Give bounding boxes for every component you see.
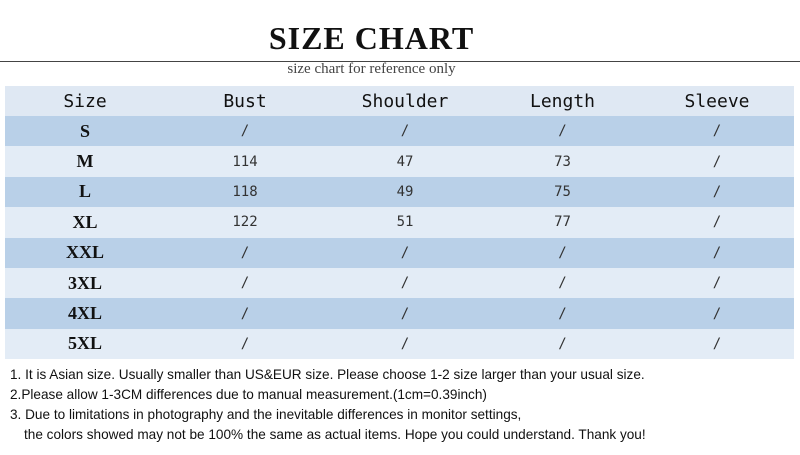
table-row <box>5 268 794 298</box>
bust-cell: 118 <box>232 183 258 200</box>
length-cell: 75 <box>554 183 571 200</box>
table-row <box>5 207 794 237</box>
page-title: SIZE CHART <box>268 20 475 56</box>
table-row <box>5 329 794 359</box>
size-cell: S <box>79 120 90 141</box>
bust-cell: / <box>240 305 250 322</box>
sleeve-cell: / <box>712 335 722 352</box>
note-line: 1. It is Asian size. Usually smaller than US&EUR size. Please choose 1-2 size larger than your usual size. <box>10 367 645 382</box>
table-row <box>5 146 794 176</box>
sleeve-cell: / <box>712 244 722 261</box>
shoulder-cell: / <box>400 275 410 292</box>
bust-cell: / <box>240 244 250 261</box>
header-size: Size <box>63 90 107 112</box>
size-notes <box>10 365 800 445</box>
table-header-row <box>5 86 794 116</box>
length-cell: / <box>558 275 567 292</box>
note-line: 2.Please allow 1-3CM differences due to manual measurement.(1cm=0.39inch) <box>10 387 487 402</box>
sleeve-cell: / <box>712 275 722 292</box>
size-cell: 4XL <box>67 303 102 324</box>
bust-cell: / <box>240 335 250 352</box>
sleeve-cell: / <box>712 305 722 322</box>
header-sleeve: Sleeve <box>684 90 750 112</box>
size-cell: M <box>76 151 94 172</box>
shoulder-cell: 47 <box>396 153 414 170</box>
table-row <box>5 298 794 328</box>
size-cell: XXL <box>65 242 104 263</box>
size-table <box>5 86 794 359</box>
header-shoulder: Shoulder <box>361 90 449 112</box>
size-cell: XL <box>72 211 98 232</box>
bust-cell: / <box>240 123 250 140</box>
header-bust: Bust <box>223 90 267 112</box>
length-cell: / <box>558 244 567 261</box>
sleeve-cell: / <box>712 153 722 170</box>
length-cell: 77 <box>554 214 571 231</box>
shoulder-cell: 51 <box>396 214 414 231</box>
size-cell: 3XL <box>67 272 102 293</box>
note-line: 3. Due to limitations in photography and the inevitable differences in monitor settings, <box>10 407 522 422</box>
note-line: the colors showed may not be 100% the same as actual items. Hope you could understand. Thank you! <box>24 427 646 442</box>
shoulder-cell: / <box>400 305 410 322</box>
table-row <box>5 116 794 146</box>
shoulder-cell: / <box>400 244 410 261</box>
shoulder-cell: 49 <box>396 183 414 200</box>
header-length: Length <box>529 90 596 112</box>
size-cell: L <box>78 181 91 202</box>
bust-cell: / <box>240 275 250 292</box>
length-cell: / <box>558 305 567 322</box>
length-cell: / <box>558 335 567 352</box>
sleeve-cell: / <box>712 123 722 140</box>
table-row <box>5 238 794 268</box>
length-cell: 73 <box>554 153 571 170</box>
page-subtitle: size chart for reference only <box>287 61 456 77</box>
bust-cell: 122 <box>232 214 258 231</box>
sleeve-cell: / <box>712 183 722 200</box>
shoulder-cell: / <box>400 335 410 352</box>
sleeve-cell: / <box>712 214 722 231</box>
length-cell: / <box>558 123 567 140</box>
table-row <box>5 177 794 207</box>
bust-cell: 114 <box>232 153 258 170</box>
shoulder-cell: / <box>400 123 410 140</box>
size-cell: 5XL <box>67 333 102 354</box>
